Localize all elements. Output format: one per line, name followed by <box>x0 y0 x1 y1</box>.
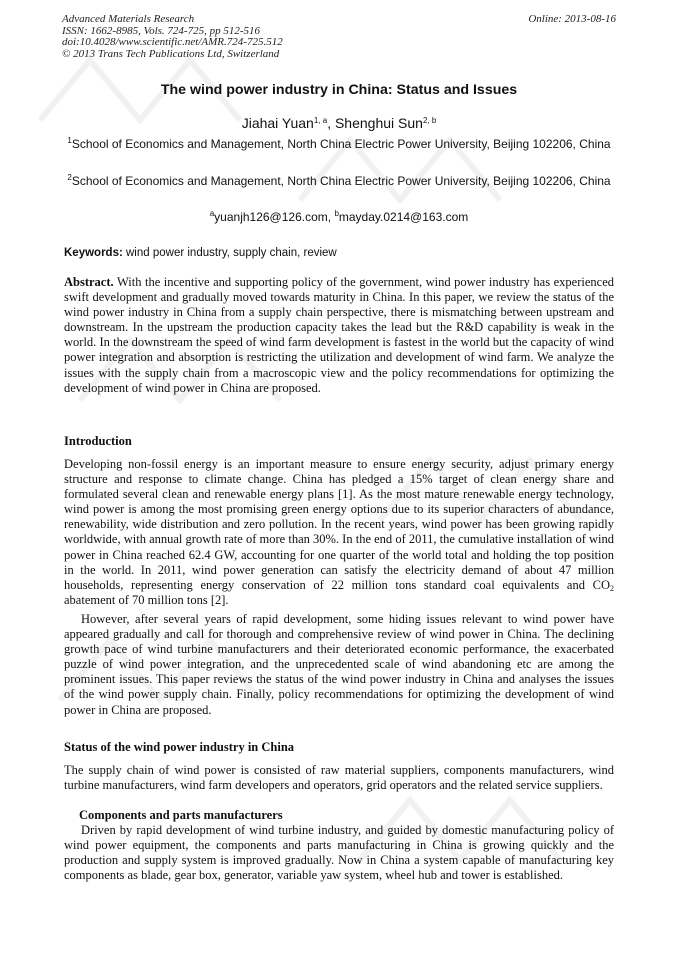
doi-line: doi:10.4028/www.scientific.net/AMR.724-725.512 <box>62 36 283 48</box>
issn-line: ISSN: 1662-8985, Vols. 724-725, pp 512-516 <box>62 24 260 37</box>
affiliation-text: School of Economics and Management, North China Electric Power University, Beijing 102206, China <box>71 174 611 188</box>
affiliation-superscript: 1 <box>67 136 72 145</box>
author-name: Jiahai Yuan <box>241 115 314 131</box>
journal-metadata <box>62 14 283 60</box>
section-heading-status: Status of the wind power industry in China <box>64 740 295 754</box>
co2-subscript: 2 <box>610 583 614 593</box>
author-superscript: 1, a <box>313 116 328 125</box>
status-paragraph-1: The supply chain of wind power is consisted of raw material suppliers, components manufacturers, wind turbine manufacturers, wind farm developers and operators, grid operators and the related service suppliers. <box>64 763 614 793</box>
affiliation-text: School of Economics and Management, North China Electric Power University, Beijing 102206, China <box>71 137 611 151</box>
abstract <box>64 275 614 396</box>
online-date: Online: 2013-08-16 <box>528 13 616 25</box>
keywords-text: wind power industry, supply chain, review <box>126 247 337 259</box>
email-address[interactable]: yuanjh126@126.com <box>214 210 328 224</box>
copyright-line: © 2013 Trans Tech Publications Ltd, Switzerland <box>62 47 280 60</box>
affiliation-superscript: 2 <box>67 173 72 182</box>
journal-name: Advanced Materials Research <box>62 13 195 25</box>
subsection-heading-components: Components and parts manufacturers <box>79 808 283 822</box>
paragraph-text: abatement of 70 million tons [2]. <box>64 592 229 607</box>
author-superscript: 2, b <box>422 116 437 125</box>
introduction-paragraph-1 <box>64 457 614 608</box>
author-list: Jiahai Yuan$^{1, a}$, Shenghui Sun$^{2, b}$ <box>241 115 437 131</box>
section-heading-introduction: Introduction <box>64 434 132 448</box>
abstract-label: Abstract. <box>64 275 114 289</box>
email-list: $^a$yuanjh126@126.com, $^b$mayday.0214@163.com <box>209 209 469 224</box>
keywords <box>64 246 614 261</box>
affiliation <box>64 136 614 153</box>
email-superscript: b <box>334 209 339 218</box>
keywords-label: Keywords: <box>64 247 123 259</box>
status-paragraph-2: Driven by rapid development of wind turbine industry, and guided by domestic manufacturing policy of wind power equipment, the components and parts manufacturing in China is growing quickly and the production and supply system is improved gradually. Now in China a system capable of manufacturing key components as blade, gear box, generator, variable yaw system, wheel hub and tower is established. <box>64 823 614 883</box>
email-address[interactable]: mayday.0214@163.com <box>338 210 469 224</box>
paragraph-text: Developing non-fossil energy is an important measure to ensure energy security, adjust primary energy structure and response to climate change. China has pledged a 15% target of clean energy share and formulated several clean and renewable energy plans [1]. As the most mature renewable energy technology, wind power is among the most promising green energy options due to its superior characters of abundance, renewability, wide distribution and zero pollution. In the recent years, wind power has been growing rapidly worldwide, with annual growth rate of more than 30%. In the end of 2011, the cumulative installation of wind power in China reached 62.4 GW, accounting for one quarter of the world total and holding the top position in the world. In 2011, wind power generation can satisfy the electricity demand of about 47 million households, representing energy conservation of 22 million tons standard coal equivalents and CO <box>64 457 614 592</box>
introduction-paragraph-2: However, after several years of rapid development, some hiding issues relevant to wind power have appeared gradually and call for thorough and comprehensive review of wind power in China. The declining growth pace of wind turbine manufacturers and their deteriorated economic performance, the exacerbated puzzle of wind power integration, and the unprecedented scale of wind abandoning etc are among the prominent issues. This paper reviews the status of the wind power industry in China and analyses the issues of the wind power supply chain. Finally, policy recommendations for optimizing the development of wind power in China are proposed. <box>64 612 614 717</box>
affiliation <box>64 173 614 190</box>
author-name: Shenghui Sun <box>334 115 423 131</box>
abstract-text: With the incentive and supporting policy of the government, wind power industry has experienced swift development and gradually moved towards maturity in China. In this paper, we review the status of the wind power industry in China from a supply chain perspective, there is mismatching between upstream and downstream. In the upstream the production capacity takes the lead but the R&D capability is weak in the world. In the downstream the speed of wind farm development is fastest in the world but the capacity of wind power integration and absorption is restricting the utilization and development of wind farm. We analyze the issues with the supply chain from a macroscopic view and the policy recommendations for optimizing the development of wind power in China are proposed. <box>64 275 614 395</box>
email-superscript: a <box>209 209 215 218</box>
paper-title: The wind power industry in China: Status and Issues <box>160 82 518 98</box>
